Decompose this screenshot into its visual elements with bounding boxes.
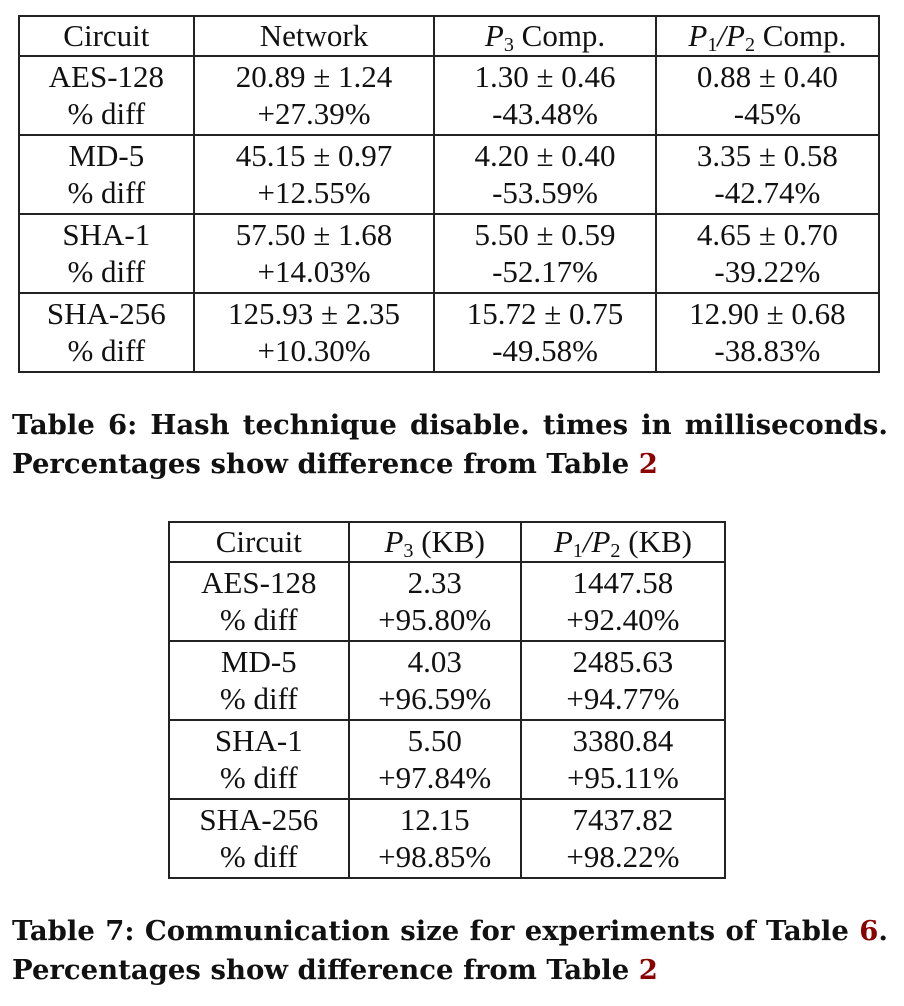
table-row-diff (169, 602, 725, 641)
p1p2-comp-time: 4.65 ± 0.70 (656, 214, 879, 254)
p1p2-diff: +95.11% (521, 760, 725, 799)
p3-size: 2.33 (349, 562, 521, 602)
p1p2-diff: -45% (656, 96, 879, 135)
diff-label: % diff (19, 96, 194, 135)
p1p2-diff: -42.74% (656, 175, 879, 214)
table-row-diff (19, 333, 879, 372)
p3-size: 4.03 (349, 641, 521, 681)
header-p3-suffix: Comp. (513, 18, 606, 53)
table-row (169, 720, 725, 760)
diff-label: % diff (169, 681, 349, 720)
table-row (19, 293, 879, 333)
p1p2-size: 1447.58 (521, 562, 725, 602)
table-row-diff (169, 839, 725, 878)
p1p2-size: 2485.63 (521, 641, 725, 681)
header-p1-subscript: 1 (707, 34, 718, 57)
circuit-name: SHA-256 (169, 799, 349, 839)
p3-size: 12.15 (349, 799, 521, 839)
p1p2-diff: +94.77% (521, 681, 725, 720)
table-row-diff (169, 760, 725, 799)
table7-caption (12, 912, 888, 990)
diff-label: % diff (19, 254, 194, 293)
p3-diff: -52.17% (434, 254, 655, 293)
p3-comp-time: 15.72 ± 0.75 (434, 293, 655, 333)
p3-diff: +97.84% (349, 760, 521, 799)
header-slash: / (582, 524, 592, 559)
p1p2-size: 3380.84 (521, 720, 725, 760)
header-circuit: Circuit (19, 16, 194, 56)
header-p1p2-suffix: Comp. (755, 18, 847, 53)
header-p3-symbol: P (484, 18, 504, 53)
p1p2-comp-time: 12.90 ± 0.68 (656, 293, 879, 333)
p3-comp-time: 5.50 ± 0.59 (434, 214, 655, 254)
network-diff: +10.30% (194, 333, 435, 372)
header-p1p2-suffix: (KB) (620, 524, 692, 559)
table-row-diff (169, 681, 725, 720)
circuit-name: SHA-1 (169, 720, 349, 760)
p1p2-diff: -38.83% (656, 333, 879, 372)
p3-size: 5.50 (349, 720, 521, 760)
header-p1p2-kb (521, 522, 725, 562)
p3-diff: -53.59% (434, 175, 655, 214)
p3-diff: -49.58% (434, 333, 655, 372)
table7-caption-text-a: Table 7: Communication size for experiments of Table (12, 915, 860, 947)
table-row-diff (19, 175, 879, 214)
p1p2-comp-time: 0.88 ± 0.40 (656, 56, 879, 96)
p3-diff: +95.80% (349, 602, 521, 641)
p1p2-comp-time: 3.35 ± 0.58 (656, 135, 879, 175)
network-time: 57.50 ± 1.68 (194, 214, 435, 254)
communication-size-table (168, 521, 726, 879)
diff-label: % diff (169, 839, 349, 878)
p1p2-diff: +92.40% (521, 602, 725, 641)
table6-caption (12, 406, 888, 484)
table-row (169, 562, 725, 602)
table-row-diff (19, 254, 879, 293)
table-row-diff (19, 96, 879, 135)
header-p3-symbol: P (384, 524, 404, 559)
header-p3-subscript: 3 (403, 540, 414, 563)
header-slash: / (717, 18, 727, 53)
p3-comp-time: 1.30 ± 0.46 (434, 56, 655, 96)
header-p2-symbol: P (726, 18, 745, 53)
header-circuit: Circuit (169, 522, 349, 562)
network-time: 20.89 ± 1.24 (194, 56, 435, 96)
circuit-name: MD-5 (169, 641, 349, 681)
circuit-name: AES-128 (169, 562, 349, 602)
header-p3-kb (349, 522, 521, 562)
circuit-name: SHA-1 (19, 214, 194, 254)
header-network: Network (194, 16, 435, 56)
header-p2-subscript: 2 (610, 540, 621, 563)
circuit-name: MD-5 (19, 135, 194, 175)
table-header-row (19, 16, 879, 56)
network-diff: +12.55% (194, 175, 435, 214)
diff-label: % diff (169, 760, 349, 799)
table-row (19, 56, 879, 96)
header-p3-suffix: (KB) (413, 524, 485, 559)
header-p1-symbol: P (553, 524, 573, 559)
network-time: 45.15 ± 0.97 (194, 135, 435, 175)
diff-label: % diff (169, 602, 349, 641)
header-p1-symbol: P (688, 18, 708, 53)
circuit-name: SHA-256 (19, 293, 194, 333)
diff-label: % diff (19, 333, 194, 372)
header-p2-subscript: 2 (744, 34, 756, 57)
header-p1-subscript: 1 (572, 540, 583, 563)
table-header-row (169, 522, 725, 562)
p1p2-diff: +98.22% (521, 839, 725, 878)
header-p2-symbol: P (591, 524, 611, 559)
hash-disable-times-table (18, 15, 880, 373)
table-row (169, 799, 725, 839)
network-diff: +14.03% (194, 254, 435, 293)
table-row (19, 214, 879, 254)
header-p3-subscript: 3 (503, 34, 514, 57)
header-p1p2-comp (656, 16, 879, 56)
table-row (169, 641, 725, 681)
diff-label: % diff (19, 175, 194, 214)
p3-diff: +96.59% (349, 681, 521, 720)
p1p2-diff: -39.22% (656, 254, 879, 293)
table6-caption-text: Table 6: Hash technique disable. times in milliseconds. Percentages show difference from Table (12, 409, 888, 480)
network-time: 125.93 ± 2.35 (194, 293, 435, 333)
table-row (19, 135, 879, 175)
table6-ref-link[interactable]: 6 (859, 915, 879, 947)
table7-caption-text-b: . Percentages show difference from Table (12, 915, 888, 986)
table2-ref-link[interactable]: 2 (638, 448, 658, 480)
p3-comp-time: 4.20 ± 0.40 (434, 135, 655, 175)
header-p3-comp (434, 16, 655, 56)
p3-diff: -43.48% (434, 96, 655, 135)
p1p2-size: 7437.82 (521, 799, 725, 839)
circuit-name: AES-128 (19, 56, 194, 96)
network-diff: +27.39% (194, 96, 435, 135)
p3-diff: +98.85% (349, 839, 521, 878)
table2-ref-link[interactable]: 2 (638, 954, 658, 986)
